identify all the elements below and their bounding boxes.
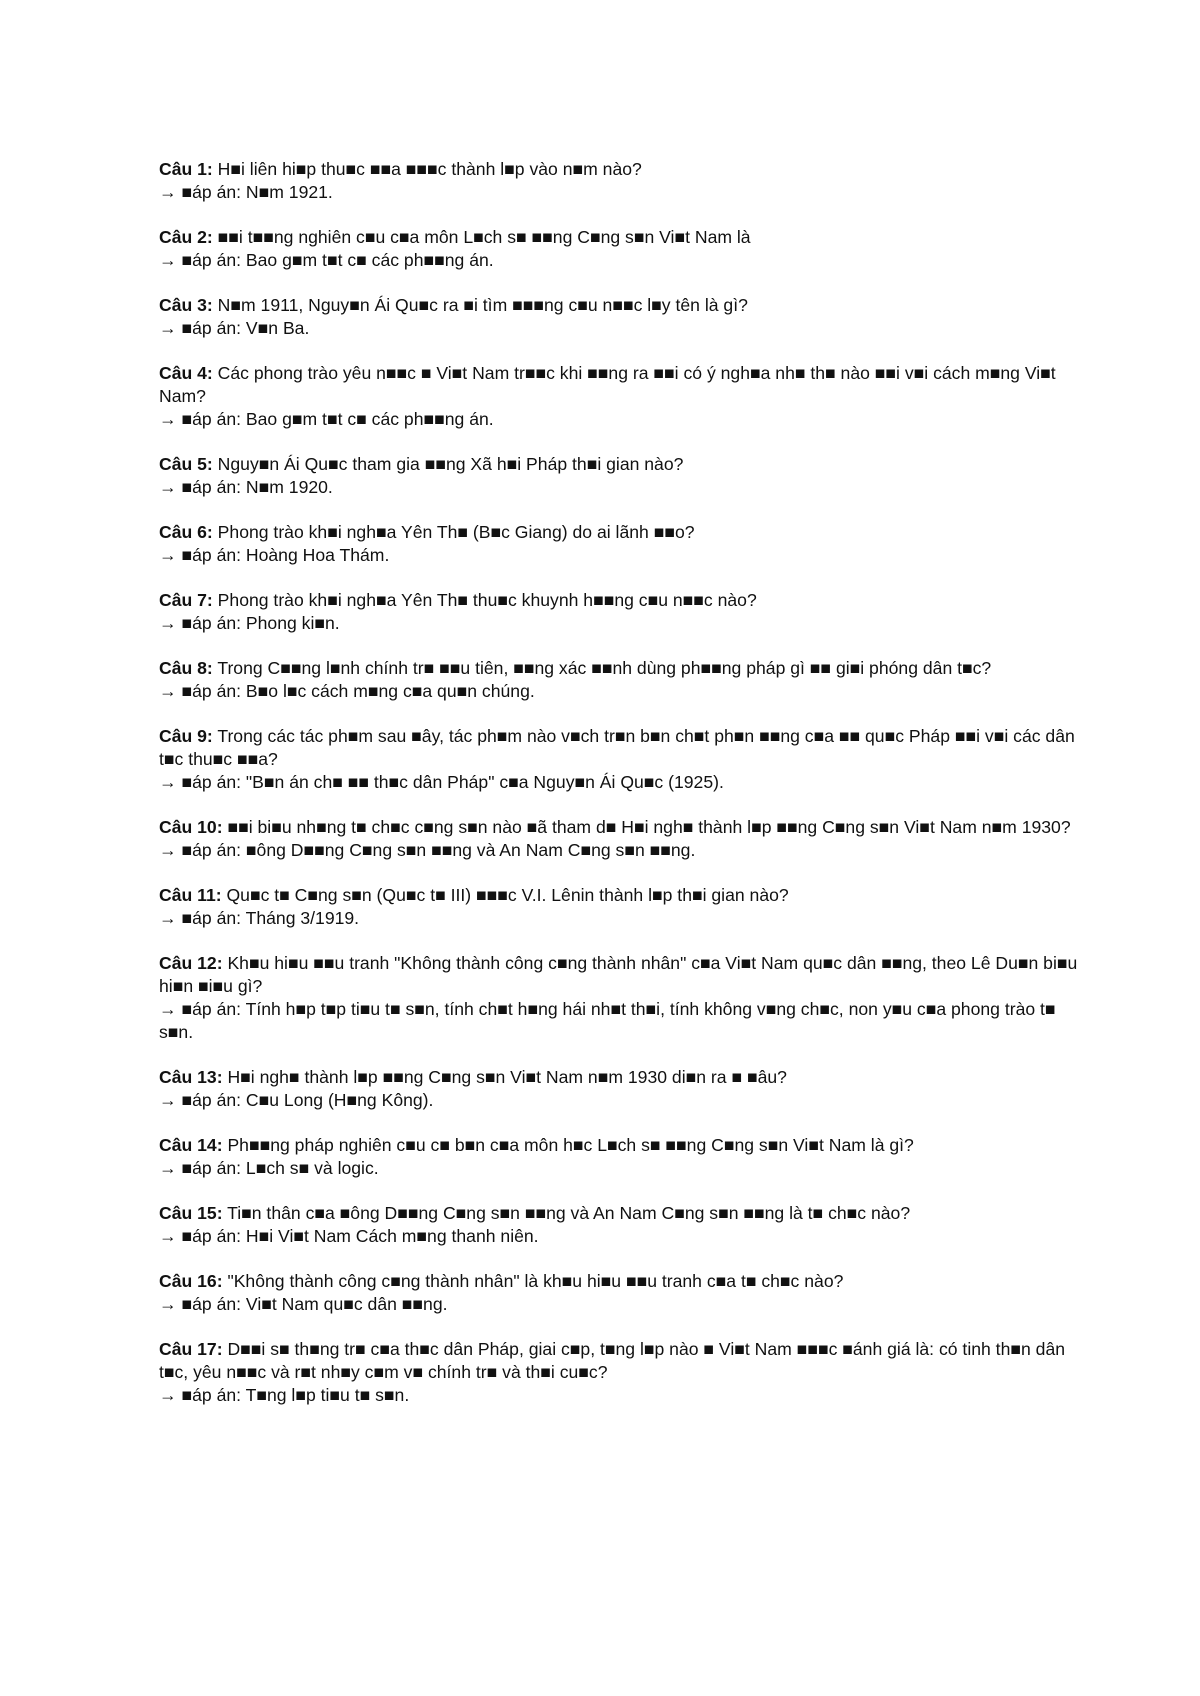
question-label: Câu 6: bbox=[159, 522, 213, 542]
answer-text: → ■áp án: Bao g■m t■t c■ các ph■■ng án. bbox=[159, 409, 494, 429]
question-text: Phong trào kh■i ngh■a Yên Th■ thu■c khuynh h■■ng c■u n■■c nào? bbox=[212, 590, 757, 610]
question bbox=[159, 362, 1080, 408]
question-text: Ti■n thân c■a ■ông D■■ng C■ng s■n ■■ng và An Nam C■ng s■n ■■ng là t■ ch■c nào? bbox=[222, 1203, 911, 1223]
qa-item-17 bbox=[159, 1338, 1080, 1407]
question-text: ■■i bi■u nh■ng t■ ch■c c■ng s■n nào ■ã tham d■ H■i ngh■ thành l■p ■■ng C■ng s■n Vi■t Nam n■m 1930? bbox=[222, 817, 1071, 837]
question-text: Trong các tác ph■m sau ■ây, tác ph■m nào v■ch tr■n b■n ch■t ph■n ■■ng c■a ■■ qu■c Pháp ■■i v■i các dân t■c thu■c ■■a? bbox=[159, 726, 1075, 769]
qa-item-7 bbox=[159, 589, 1080, 635]
question bbox=[159, 816, 1080, 839]
answer-text: → ■áp án: Tính h■p t■p ti■u t■ s■n, tính ch■t h■ng hái nh■t th■i, tính không v■ng ch■c, non y■u c■a phong trào t■ s■n. bbox=[159, 999, 1056, 1042]
question-label: Câu 15: bbox=[159, 1203, 223, 1223]
question bbox=[159, 1066, 1080, 1089]
qa-item-11 bbox=[159, 884, 1080, 930]
qa-item-1 bbox=[159, 158, 1080, 204]
question-label: Câu 2: bbox=[159, 227, 213, 247]
qa-item-5 bbox=[159, 453, 1080, 499]
question bbox=[159, 657, 1080, 680]
question bbox=[159, 226, 1080, 249]
qa-item-4 bbox=[159, 362, 1080, 431]
question bbox=[159, 1202, 1080, 1225]
qa-item-6 bbox=[159, 521, 1080, 567]
question bbox=[159, 1338, 1080, 1384]
answer-text: → ■áp án: Hoàng Hoa Thám. bbox=[159, 545, 390, 565]
answer-text: → ■áp án: H■i Vi■t Nam Cách m■ng thanh niên. bbox=[159, 1226, 539, 1246]
question bbox=[159, 725, 1080, 771]
question-label: Câu 13: bbox=[159, 1067, 223, 1087]
answer-text: → ■áp án: N■m 1921. bbox=[159, 182, 333, 202]
question bbox=[159, 589, 1080, 612]
question bbox=[159, 952, 1080, 998]
question-text: Nguy■n Ái Qu■c tham gia ■■ng Xã h■i Pháp th■i gian nào? bbox=[212, 454, 684, 474]
qa-item-16 bbox=[159, 1270, 1080, 1316]
question bbox=[159, 1270, 1080, 1293]
question-label: Câu 8: bbox=[159, 658, 213, 678]
question-text: H■i liên hi■p thu■c ■■a ■■■c thành l■p vào n■m nào? bbox=[212, 159, 642, 179]
question-label: Câu 1: bbox=[159, 159, 213, 179]
answer-text: → ■áp án: "B■n án ch■ ■■ th■c dân Pháp" c■a Nguy■n Ái Qu■c (1925). bbox=[159, 772, 724, 792]
question-text: N■m 1911, Nguy■n Ái Qu■c ra ■i tìm ■■■ng c■u n■■c l■y tên là gì? bbox=[212, 295, 748, 315]
answer-text: → ■áp án: C■u Long (H■ng Kông). bbox=[159, 1090, 434, 1110]
qa-item-13 bbox=[159, 1066, 1080, 1112]
question bbox=[159, 453, 1080, 476]
qa-item-12 bbox=[159, 952, 1080, 1044]
answer-text: → ■áp án: Bao g■m t■t c■ các ph■■ng án. bbox=[159, 250, 494, 270]
answer-text: → ■áp án: B■o l■c cách m■ng c■a qu■n chúng. bbox=[159, 681, 535, 701]
question-text: Ph■■ng pháp nghiên c■u c■ b■n c■a môn h■c L■ch s■ ■■ng C■ng s■n Vi■t Nam là gì? bbox=[222, 1135, 914, 1155]
answer-text: → ■áp án: Vi■t Nam qu■c dân ■■ng. bbox=[159, 1294, 448, 1314]
question bbox=[159, 158, 1080, 181]
question-label: Câu 9: bbox=[159, 726, 213, 746]
answer-text: → ■áp án: L■ch s■ và logic. bbox=[159, 1158, 379, 1178]
question-text: "Không thành công c■ng thành nhân" là kh■u hi■u ■■u tranh c■a t■ ch■c nào? bbox=[222, 1271, 844, 1291]
answer-text: → ■áp án: T■ng l■p ti■u t■ s■n. bbox=[159, 1385, 410, 1405]
question-label: Câu 11: bbox=[159, 885, 222, 905]
qa-item-8 bbox=[159, 657, 1080, 703]
question-label: Câu 12: bbox=[159, 953, 223, 973]
question bbox=[159, 521, 1080, 544]
question-label: Câu 14: bbox=[159, 1135, 223, 1155]
qa-item-3 bbox=[159, 294, 1080, 340]
question-text: Phong trào kh■i ngh■a Yên Th■ (B■c Giang) do ai lãnh ■■o? bbox=[212, 522, 695, 542]
question-text: H■i ngh■ thành l■p ■■ng C■ng s■n Vi■t Nam n■m 1930 di■n ra ■ ■âu? bbox=[222, 1067, 787, 1087]
qa-item-2 bbox=[159, 226, 1080, 272]
answer-text: → ■áp án: V■n Ba. bbox=[159, 318, 310, 338]
qa-item-15 bbox=[159, 1202, 1080, 1248]
question-label: Câu 16: bbox=[159, 1271, 223, 1291]
question-label: Câu 3: bbox=[159, 295, 213, 315]
question-label: Câu 5: bbox=[159, 454, 213, 474]
question-text: ■■i t■■ng nghiên c■u c■a môn L■ch s■ ■■ng C■ng s■n Vi■t Nam là bbox=[212, 227, 751, 247]
qa-item-9 bbox=[159, 725, 1080, 794]
question bbox=[159, 294, 1080, 317]
question-text: Trong C■■ng l■nh chính tr■ ■■u tiên, ■■ng xác ■■nh dùng ph■■ng pháp gì ■■ gi■i phóng dân t■c? bbox=[212, 658, 992, 678]
question-text: Các phong trào yêu n■■c ■ Vi■t Nam tr■■c khi ■■ng ra ■■i có ý ngh■a nh■ th■ nào ■■i v■i cách m■ng Vi■t Nam? bbox=[159, 363, 1056, 406]
qa-item-10 bbox=[159, 816, 1080, 862]
question-label: Câu 17: bbox=[159, 1339, 223, 1359]
question-label: Câu 4: bbox=[159, 363, 213, 383]
question bbox=[159, 1134, 1080, 1157]
question bbox=[159, 884, 1080, 907]
question-text: D■■i s■ th■ng tr■ c■a th■c dân Pháp, giai c■p, t■ng l■p nào ■ Vi■t Nam ■■■c ■ánh giá là: có tinh th■n dân t■c, yêu n■■c và r■t nh■y c■m v■ chính tr■ và th■i cu■c? bbox=[159, 1339, 1066, 1382]
answer-text: → ■áp án: ■ông D■■ng C■ng s■n ■■ng và An Nam C■ng s■n ■■ng. bbox=[159, 840, 696, 860]
qa-item-14 bbox=[159, 1134, 1080, 1180]
question-text: Kh■u hi■u ■■u tranh "Không thành công c■ng thành nhân" c■a Vi■t Nam qu■c dân ■■ng, theo Lê Du■n bi■u hi■n ■i■u gì? bbox=[159, 953, 1078, 996]
question-text: Qu■c t■ C■ng s■n (Qu■c t■ III) ■■■c V.I. Lênin thành l■p th■i gian nào? bbox=[221, 885, 789, 905]
question-label: Câu 7: bbox=[159, 590, 213, 610]
question-label: Câu 10: bbox=[159, 817, 223, 837]
answer-text: → ■áp án: N■m 1920. bbox=[159, 477, 333, 497]
answer-text: → ■áp án: Tháng 3/1919. bbox=[159, 908, 360, 928]
answer-text: → ■áp án: Phong ki■n. bbox=[159, 613, 340, 633]
